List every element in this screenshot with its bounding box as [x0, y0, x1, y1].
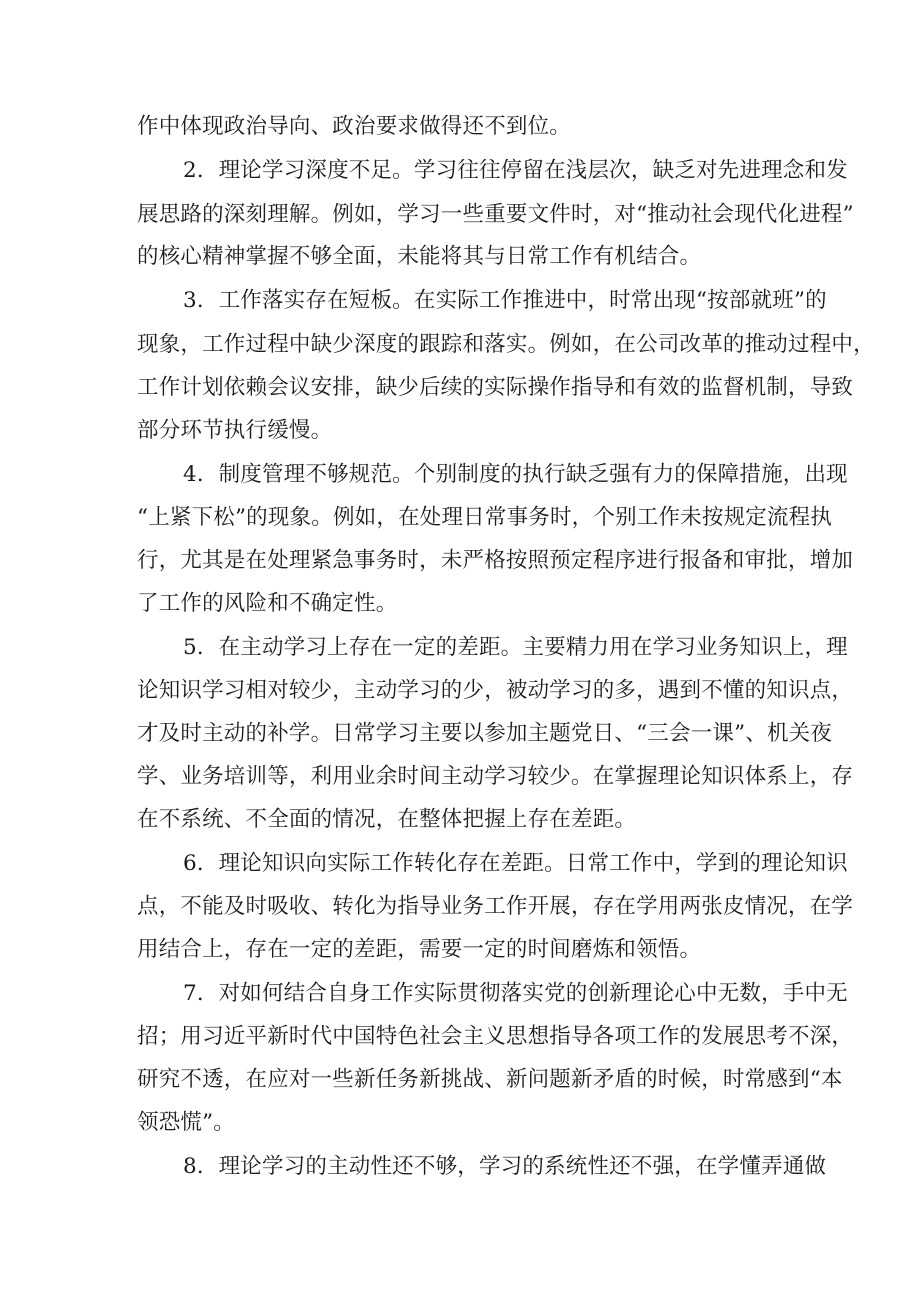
text-line: 在不系统、不全面的情况，在整体把握上存在差距。: [137, 807, 637, 832]
text-line: 7．对如何结合自身工作实际贯彻落实党的创新理论心中无数，手中无: [183, 981, 848, 1006]
text-line: 行，尤其是在处理紧急事务时，未严格按照预定程序进行报备和审批，增加: [137, 548, 854, 573]
text-line: 3．工作落实存在短板。在实际工作推进中，时常出现“按部就班”的: [183, 288, 827, 313]
text-line: 招；用习近平新时代中国特色社会主义思想指导各项工作的发展思考不深，: [137, 1024, 854, 1049]
text-line: 4．制度管理不够规范。个别制度的执行缺乏强有力的保障措施，出现: [183, 462, 848, 487]
text-line: 才及时主动的补学。日常学习主要以参加主题党日、“三会一课”、机关夜: [137, 721, 833, 746]
text-line: 论知识学习相对较少，主动学习的少，被动学习的多，遇到不懂的知识点，: [137, 678, 854, 703]
text-line: 2．理论学习深度不足。学习往往停留在浅层次，缺乏对先进理念和发: [183, 158, 848, 183]
text-line: 用结合上，存在一定的差距，需要一定的时间磨炼和领悟。: [137, 937, 702, 962]
text-line: 点，不能及时吸收、转化为指导业务工作开展，存在学用两张皮情况，在学: [137, 894, 854, 919]
text-line: 现象，工作过程中缺少深度的跟踪和落实。例如，在公司改革的推动过程中，: [137, 332, 875, 357]
text-line: 学、业务培训等，利用业余时间主动学习较少。在掌握理论知识体系上，存: [137, 764, 854, 789]
text-line: 展思路的深刻理解。例如，学习一些重要文件时，对“推动社会现代化进程”: [137, 202, 854, 227]
text-line: 工作计划依赖会议安排，缺少后续的实际操作指导和有效的监督机制，导致: [137, 375, 854, 400]
text-line: 作中体现政治导向、政治要求做得还不到位。: [137, 114, 572, 139]
text-line: 领恐慌”。: [137, 1110, 235, 1135]
text-line: 了工作的风险和不确定性。: [137, 591, 398, 616]
text-line: 部分环节执行缓慢。: [137, 418, 333, 443]
text-line: 的核心精神掌握不够全面，未能将其与日常工作有机结合。: [137, 244, 702, 269]
text-line: 8．理论学习的主动性还不够，学习的系统性还不强，在学懂弄通做: [183, 1154, 827, 1179]
text-line: 研究不透，在应对一些新任务新挑战、新问题新矛盾的时候，时常感到“本: [137, 1067, 843, 1092]
text-line: “上紧下松”的现象。例如，在处理日常事务时，个别工作未按规定流程执: [137, 505, 833, 530]
text-line: 6．理论知识向实际工作转化存在差距。日常工作中，学到的理论知识: [183, 851, 848, 876]
text-line: 5．在主动学习上存在一定的差距。主要精力用在学习业务知识上，理: [183, 635, 848, 660]
